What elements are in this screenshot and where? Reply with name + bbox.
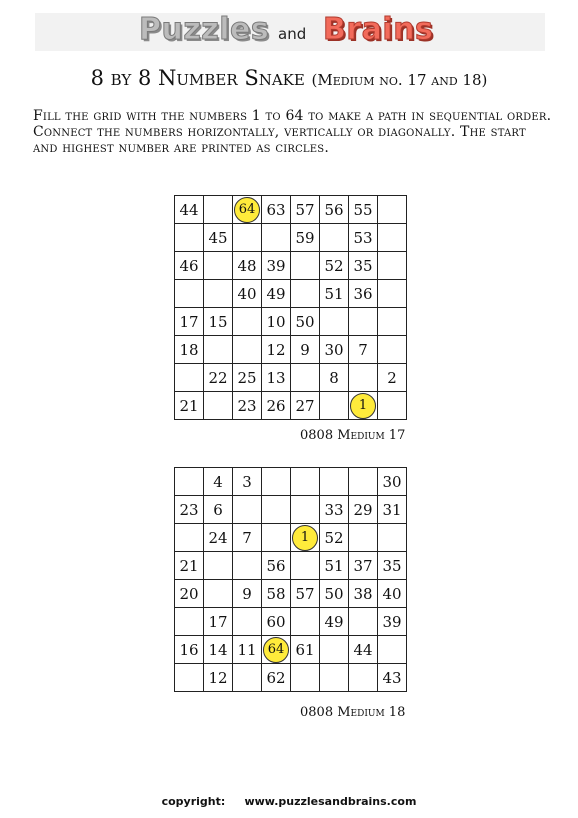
- title-sub: (Medium no. 17 and 18): [311, 71, 488, 89]
- grid-cell[interactable]: [320, 636, 349, 664]
- grid-cell[interactable]: [204, 336, 233, 364]
- grid-cell[interactable]: [291, 280, 320, 308]
- grid-cell[interactable]: 51: [320, 280, 349, 308]
- grid-row: [175, 364, 407, 392]
- grid-cell[interactable]: [233, 308, 262, 336]
- grid-cell[interactable]: [175, 664, 204, 692]
- grid-cell[interactable]: 38: [349, 580, 378, 608]
- grid-cell[interactable]: [233, 664, 262, 692]
- grid-cell[interactable]: 37: [349, 552, 378, 580]
- grid-cell[interactable]: 27: [291, 392, 320, 420]
- grid-cell[interactable]: 20: [175, 580, 204, 608]
- grid-cell[interactable]: 3: [233, 468, 262, 496]
- grid-cell[interactable]: 55: [349, 196, 378, 224]
- logo-and: and: [278, 25, 307, 43]
- grid-row: [175, 496, 407, 524]
- grid-cell[interactable]: 2: [378, 364, 407, 392]
- grid-cell[interactable]: [320, 224, 349, 252]
- grid-cell[interactable]: [175, 224, 204, 252]
- grid-cell[interactable]: 57: [291, 580, 320, 608]
- grid-cell[interactable]: 62: [262, 664, 291, 692]
- logo-brains: Brains: [323, 12, 434, 47]
- grid-cell[interactable]: 6: [204, 496, 233, 524]
- grid-cell[interactable]: 17: [175, 308, 204, 336]
- copyright-label: copyright:: [161, 795, 226, 808]
- grid-cell[interactable]: 50: [320, 580, 349, 608]
- grid-row: [175, 524, 407, 552]
- grid-cell[interactable]: 44: [175, 196, 204, 224]
- grid-cell[interactable]: [175, 608, 204, 636]
- grid-cell[interactable]: 59: [291, 224, 320, 252]
- grid-cell[interactable]: [175, 364, 204, 392]
- grid-cell[interactable]: 44: [349, 636, 378, 664]
- grid-cell[interactable]: 29: [349, 496, 378, 524]
- circled-number: 1: [292, 525, 318, 551]
- grid-cell[interactable]: [349, 364, 378, 392]
- grid-cell[interactable]: [378, 196, 407, 224]
- grid-cell[interactable]: [320, 664, 349, 692]
- footer: [0, 795, 578, 808]
- instructions: Fill the grid with the numbers 1 to 64 to make a path in sequential order. Connect the numbers horizontally, vertically or diagonally. The start and highest number are printed as circles.: [33, 108, 552, 156]
- grid-cell[interactable]: 31: [378, 496, 407, 524]
- grid-cell[interactable]: 8: [320, 364, 349, 392]
- grid-cell[interactable]: 36: [349, 280, 378, 308]
- grid-cell[interactable]: [291, 468, 320, 496]
- grid-row: [175, 280, 407, 308]
- logo-puzzles: Puzzles: [139, 12, 270, 47]
- circled-number: 64: [263, 637, 289, 663]
- grid-cell[interactable]: [175, 524, 204, 552]
- grid-cell[interactable]: 30: [378, 468, 407, 496]
- grid-cell[interactable]: [204, 580, 233, 608]
- grid-cell[interactable]: [349, 468, 378, 496]
- grid-cell[interactable]: 52: [320, 524, 349, 552]
- grid-cell[interactable]: [378, 224, 407, 252]
- grid-row: [175, 664, 407, 692]
- grid-cell[interactable]: [378, 252, 407, 280]
- grid-cell[interactable]: 7: [349, 336, 378, 364]
- grid-row: [175, 552, 407, 580]
- grid-cell[interactable]: 21: [175, 392, 204, 420]
- grid-cell[interactable]: [378, 336, 407, 364]
- grid-row: [175, 636, 407, 664]
- grid-cell[interactable]: 13: [262, 364, 291, 392]
- grid-cell[interactable]: [204, 196, 233, 224]
- grid-cell[interactable]: 53: [349, 224, 378, 252]
- grid-cell[interactable]: 30: [320, 336, 349, 364]
- grid-row: [175, 252, 407, 280]
- grid-cell[interactable]: 16: [175, 636, 204, 664]
- grid-row: [175, 580, 407, 608]
- grid-cell[interactable]: 45: [204, 224, 233, 252]
- grid-cell[interactable]: [233, 196, 262, 224]
- grid-cell[interactable]: 12: [262, 336, 291, 364]
- grid-cell[interactable]: [291, 496, 320, 524]
- grid-cell[interactable]: 24: [204, 524, 233, 552]
- grid-cell[interactable]: 63: [262, 196, 291, 224]
- grid-cell[interactable]: 9: [233, 580, 262, 608]
- grid-cell[interactable]: [349, 392, 378, 420]
- grid-cell[interactable]: 57: [291, 196, 320, 224]
- grid-cell[interactable]: 15: [204, 308, 233, 336]
- grid-cell[interactable]: 40: [233, 280, 262, 308]
- grid-cell[interactable]: 26: [262, 392, 291, 420]
- grid-cell[interactable]: 50: [291, 308, 320, 336]
- grid-cell[interactable]: [262, 224, 291, 252]
- grid-row: [175, 224, 407, 252]
- grid-cell[interactable]: 56: [262, 552, 291, 580]
- grid-cell[interactable]: [378, 392, 407, 420]
- puzzle-caption-18: 0808 Medium 18: [300, 705, 406, 720]
- grid-cell[interactable]: 10: [262, 308, 291, 336]
- grid-cell[interactable]: [175, 468, 204, 496]
- grid-cell[interactable]: [291, 524, 320, 552]
- grid-cell[interactable]: [233, 336, 262, 364]
- grid-cell[interactable]: [349, 664, 378, 692]
- grid-cell[interactable]: [204, 392, 233, 420]
- title-main: 8 by 8 Number Snake: [90, 66, 305, 90]
- grid-cell[interactable]: 33: [320, 496, 349, 524]
- grid-cell[interactable]: 35: [349, 252, 378, 280]
- grid-cell[interactable]: 4: [204, 468, 233, 496]
- grid-cell[interactable]: [291, 552, 320, 580]
- grid-cell[interactable]: [320, 308, 349, 336]
- grid-cell[interactable]: [320, 468, 349, 496]
- grid-cell[interactable]: 11: [233, 636, 262, 664]
- circled-number: 1: [350, 393, 376, 419]
- footer-url[interactable]: www.puzzlesandbrains.com: [244, 795, 417, 808]
- grid-row: [175, 308, 407, 336]
- grid-cell[interactable]: 49: [262, 280, 291, 308]
- grid-cell[interactable]: 25: [233, 364, 262, 392]
- grid-cell[interactable]: [378, 524, 407, 552]
- page-title: [0, 66, 578, 90]
- grid-cell[interactable]: 22: [204, 364, 233, 392]
- grid-cell[interactable]: [233, 496, 262, 524]
- grid-cell[interactable]: [349, 608, 378, 636]
- grid-cell[interactable]: 46: [175, 252, 204, 280]
- grid-cell[interactable]: 56: [320, 196, 349, 224]
- grid-cell[interactable]: [349, 524, 378, 552]
- grid-row: [175, 392, 407, 420]
- grid-cell[interactable]: [378, 308, 407, 336]
- grid-cell[interactable]: [291, 608, 320, 636]
- grid-cell[interactable]: 35: [378, 552, 407, 580]
- grid-cell[interactable]: 12: [204, 664, 233, 692]
- grid-cell[interactable]: [291, 664, 320, 692]
- grid-row: [175, 336, 407, 364]
- puzzle-grid-18: [174, 467, 407, 692]
- grid-cell[interactable]: 7: [233, 524, 262, 552]
- grid-cell[interactable]: 40: [378, 580, 407, 608]
- grid-cell[interactable]: 23: [175, 496, 204, 524]
- puzzle-grid-17: [174, 195, 407, 420]
- grid-cell[interactable]: 9: [291, 336, 320, 364]
- grid-cell[interactable]: 58: [262, 580, 291, 608]
- grid-cell[interactable]: [262, 496, 291, 524]
- grid-cell[interactable]: 48: [233, 252, 262, 280]
- grid-cell[interactable]: [349, 308, 378, 336]
- grid-cell[interactable]: [378, 636, 407, 664]
- grid-cell[interactable]: [378, 280, 407, 308]
- grid-cell[interactable]: 39: [378, 608, 407, 636]
- grid-cell[interactable]: [262, 524, 291, 552]
- grid-cell[interactable]: [233, 552, 262, 580]
- grid-row: [175, 196, 407, 224]
- grid-cell[interactable]: 60: [262, 608, 291, 636]
- grid-cell[interactable]: 21: [175, 552, 204, 580]
- grid-cell[interactable]: 14: [204, 636, 233, 664]
- grid-cell[interactable]: [233, 224, 262, 252]
- grid-cell[interactable]: [320, 392, 349, 420]
- grid-cell[interactable]: [204, 552, 233, 580]
- grid-cell[interactable]: 17: [204, 608, 233, 636]
- grid-cell[interactable]: 49: [320, 608, 349, 636]
- grid-cell[interactable]: 43: [378, 664, 407, 692]
- grid-cell[interactable]: [291, 364, 320, 392]
- circled-number: 64: [234, 197, 260, 223]
- grid-cell[interactable]: 18: [175, 336, 204, 364]
- grid-cell[interactable]: [291, 252, 320, 280]
- grid-row: [175, 608, 407, 636]
- grid-row: [175, 468, 407, 496]
- grid-cell[interactable]: 61: [291, 636, 320, 664]
- grid-cell[interactable]: 52: [320, 252, 349, 280]
- grid-cell[interactable]: 51: [320, 552, 349, 580]
- puzzle-caption-17: 0808 Medium 17: [300, 428, 406, 443]
- grid-cell[interactable]: 39: [262, 252, 291, 280]
- grid-cell[interactable]: [204, 280, 233, 308]
- grid-cell[interactable]: [262, 636, 291, 664]
- grid-cell[interactable]: [233, 608, 262, 636]
- grid-cell[interactable]: [175, 280, 204, 308]
- grid-cell[interactable]: [262, 468, 291, 496]
- grid-cell[interactable]: [204, 252, 233, 280]
- grid-cell[interactable]: 23: [233, 392, 262, 420]
